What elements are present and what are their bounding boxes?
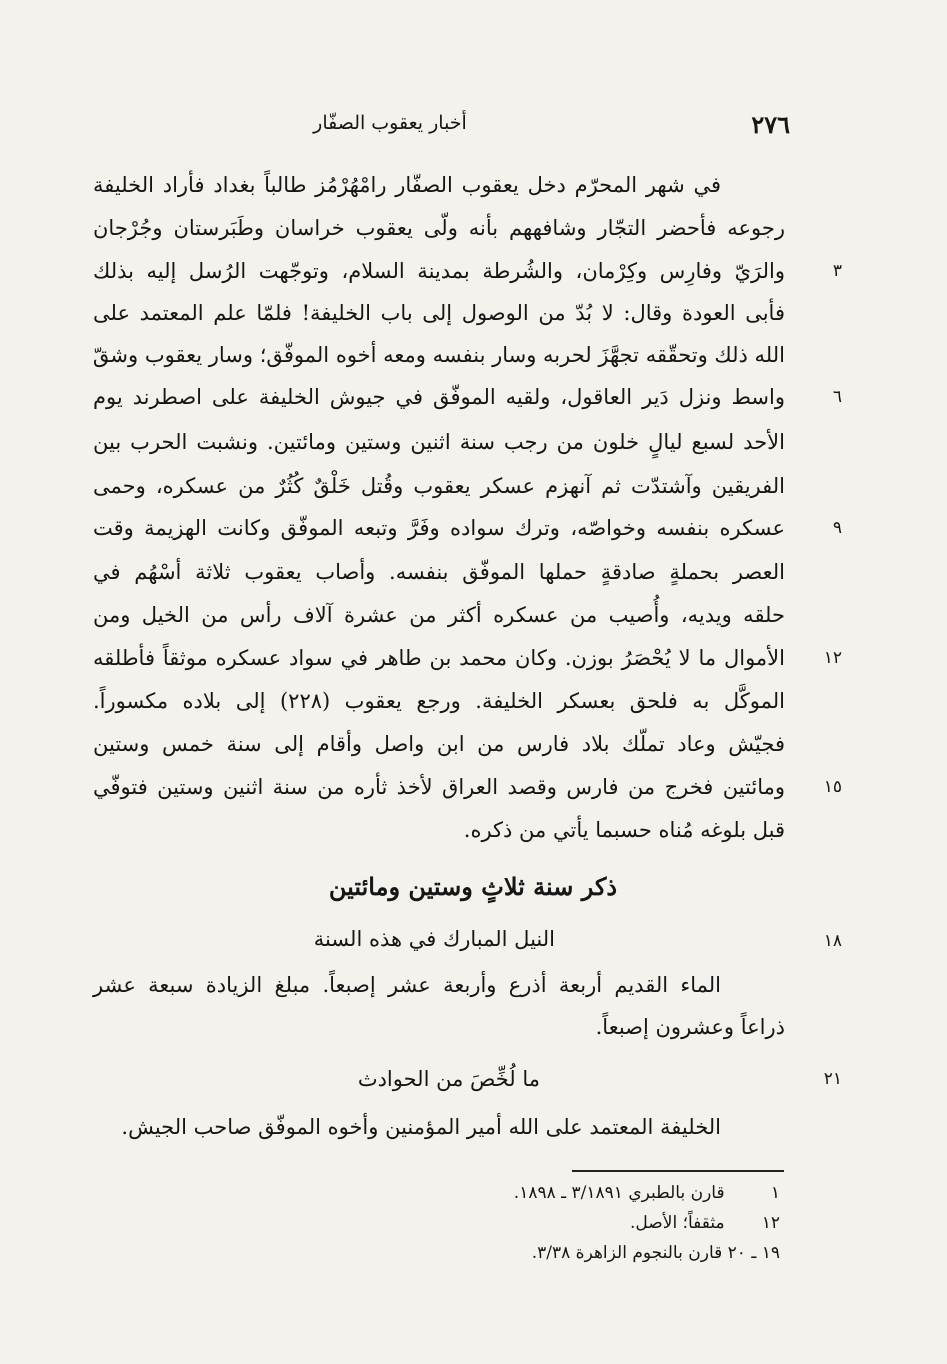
line-number: ٩ xyxy=(832,518,842,538)
footnote-rule xyxy=(572,1170,784,1172)
text-line: العصر بحملةٍ صادقةٍ حملها الموفّق بنفسه. وأصاب يعقوب ثلاثة أسْهُم في xyxy=(93,560,785,584)
text-line: واسط ونزل دَير العاقول، ولقيه الموفّق في جيوش الخليفة على اصطرند يوم xyxy=(93,385,785,409)
text-line: ذراعاً وعشرون إصبعاً. xyxy=(595,1015,785,1039)
line-number: ١٥ xyxy=(823,777,842,797)
text-line: الله ذلك وتحقّقه تجهَّزَ لحربه وسار بنفسه ومعه أخوه الموفّق؛ وسار يعقوب وشقّ xyxy=(92,343,785,367)
footnote-text: قارن بالنجوم الزاهرة ٣/٣٨. xyxy=(531,1243,723,1263)
footnote xyxy=(300,1180,780,1206)
text-line: فجيّش وعاد تملّك بلاد فارس من ابن واصل وأقام إلى سنة خمس وستين xyxy=(93,732,785,756)
line-number: ٣ xyxy=(832,261,842,281)
footnote-number: ١٩ ـ ٢٠ xyxy=(727,1243,780,1263)
running-head-title: أخبار يعقوب الصفّار xyxy=(313,112,467,134)
footnote-number: ١٢ xyxy=(761,1213,780,1233)
line-number: ١٨ xyxy=(823,931,842,951)
text-line: في شهر المحرّم دخل يعقوب الصفّار رامْهُرْمُز طالباً بغداد فأراد الخليفة xyxy=(93,173,721,197)
footnote xyxy=(300,1240,780,1266)
nile-heading: النيل المبارك في هذه السنة xyxy=(313,927,555,951)
text-line: رجوعه فأحضر التجّار وشافههم بأنه ولّى يعقوب خراسان وطَبَرستان وجُرْجان xyxy=(93,216,785,240)
text-line: الفريقين وآشتدّت ثم آنهزم عسكر يعقوب وقُتل خَلْقٌ كُثُرٌ من عسكره، وحمى xyxy=(93,474,785,498)
text-line: الخليفة المعتمد على الله أمير المؤمنين وأخوه الموفّق صاحب الجيش. xyxy=(121,1115,721,1139)
line-number: ٢١ xyxy=(823,1069,842,1089)
footnote xyxy=(300,1210,780,1236)
text-line: ومائتين فخرج من فارس وقصد العراق لأخذ ثأره من سنة اثنين وستين فتوفّي xyxy=(93,775,785,799)
text-line: الأموال ما لا يُحْصَرُ بوزن. وكان محمد بن طاهر في سواد عسكره موثقاً فأطلقه xyxy=(93,646,785,670)
page-number: ٢٧٦ xyxy=(751,110,790,139)
text-line: حلقه ويديه، وأُصيب من عسكره أكثر من عشرة آلاف رأس من الخيل ومن xyxy=(93,603,785,627)
text-line: عسكره بنفسه وخواصّه، وترك سواده وفَرَّ وتبعه الموفّق وكانت الهزيمة وقت xyxy=(93,516,785,540)
footnote-text: قارن بالطبري ٣/١٨٩١ ـ ١٨٩٨. xyxy=(513,1183,725,1203)
text-line: فأبى العودة وقال: لا بُدّ من الوصول إلى باب الخليفة! فلمّا علم المعتمد على xyxy=(93,301,785,325)
text-line: والرَيّ وفارِس وكِرْمان، والشُرطة بمدينة السلام، وتوجّهت الرُسل إليه بذلك xyxy=(93,259,785,283)
events-heading: ما لُخِّصَ من الحوادث xyxy=(357,1067,540,1091)
text-line: الأحد لسبع ليالٍ خلون من رجب سنة اثنين وستين ومائتين. ونشبت الحرب بين xyxy=(93,430,785,454)
text-line: الماء القديم أربعة أذرع وأربعة عشر إصبعاً. مبلغ الزيادة سبعة عشر xyxy=(93,973,721,997)
line-number: ١٢ xyxy=(823,648,842,668)
line-number: ٦ xyxy=(832,387,842,407)
text-line: قبل بلوغه مُناه حسبما يأتي من ذكره. xyxy=(463,818,785,842)
text-line: الموكَّل به فلحق بعسكر الخليفة. ورجع يعقوب (٢٢٨) إلى بلاده مكسوراً. xyxy=(93,689,785,713)
section-heading: ذكر سنة ثلاثٍ وستين ومائتين xyxy=(328,872,618,901)
footnote-number: ١ xyxy=(770,1183,780,1203)
footnote-text: مثقفاً؛ الأصل. xyxy=(630,1213,725,1233)
